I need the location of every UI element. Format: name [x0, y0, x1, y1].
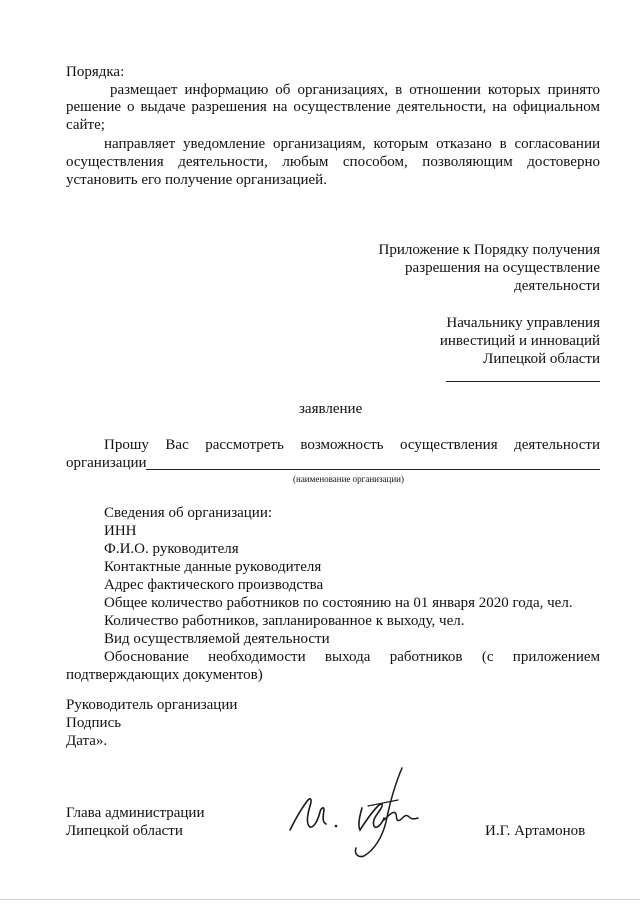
field-head-contacts: Контактные данные руководителя — [104, 559, 322, 575]
info-heading: Сведения об организации: — [104, 505, 273, 521]
field-head-name: Ф.И.О. руководителя — [104, 541, 239, 557]
field-planned-employees: Количество работников, запланированное к выходу, чел. — [104, 613, 465, 629]
head-of-organization-label: Руководитель организации — [66, 697, 238, 713]
addressee-line-1: Начальнику управления — [446, 315, 600, 331]
appendix-line-1: Приложение к Порядку получения — [378, 242, 600, 258]
intro-paragraph-1-line-3: сайте; — [66, 117, 105, 133]
field-activity-type: Вид осуществляемой деятельности — [104, 631, 330, 647]
date-label: Дата». — [66, 733, 108, 749]
organization-name-line — [146, 469, 600, 470]
signer-name: И.Г. Артамонов — [485, 823, 586, 839]
intro-paragraph-1-line-2: решение о выдаче разрешения на осуществление деятельности, на официальном — [66, 99, 600, 115]
page-bottom-border — [0, 899, 640, 900]
request-line-2: организации — [66, 455, 147, 471]
addressee-line-3: Липецкой области — [483, 351, 600, 367]
organization-name-caption: (наименование организации) — [293, 474, 404, 484]
field-justification-line-1: Обоснование необходимости выхода работников (с приложением — [104, 649, 600, 665]
intro-paragraph-2-line-2: осуществления деятельности, любым способом, позволяющим достоверно — [66, 154, 600, 170]
addressee-signature-line — [446, 381, 600, 382]
intro-paragraph-2-line-1: направляет уведомление организациям, которым отказано в согласовании — [104, 136, 600, 152]
appendix-line-3: деятельности — [514, 278, 600, 294]
signature-label: Подпись — [66, 715, 122, 731]
addressee-line-2: инвестиций и инноваций — [439, 333, 600, 349]
intro-paragraph-2-line-3: установить его получение организацией. — [66, 172, 327, 188]
signer-position-line-2: Липецкой области — [66, 823, 183, 839]
field-justification-line-2: подтверждающих документов) — [66, 667, 263, 683]
signer-position-line-1: Глава администрации — [66, 805, 205, 821]
request-line-1: Прошу Вас рассмотреть возможность осуществления деятельности — [104, 437, 600, 453]
field-production-address: Адрес фактического производства — [104, 577, 324, 593]
field-inn: ИНН — [104, 523, 137, 539]
handwritten-signature — [284, 764, 434, 864]
field-total-employees: Общее количество работников по состоянию на 01 января 2020 года, чел. — [104, 595, 573, 611]
intro-heading: Порядка: — [66, 64, 125, 80]
appendix-line-2: разрешения на осуществление — [405, 260, 600, 276]
form-title: заявление — [299, 401, 363, 417]
intro-paragraph-1-line-1: размещает информацию об организациях, в отношении которых принято — [110, 82, 600, 98]
